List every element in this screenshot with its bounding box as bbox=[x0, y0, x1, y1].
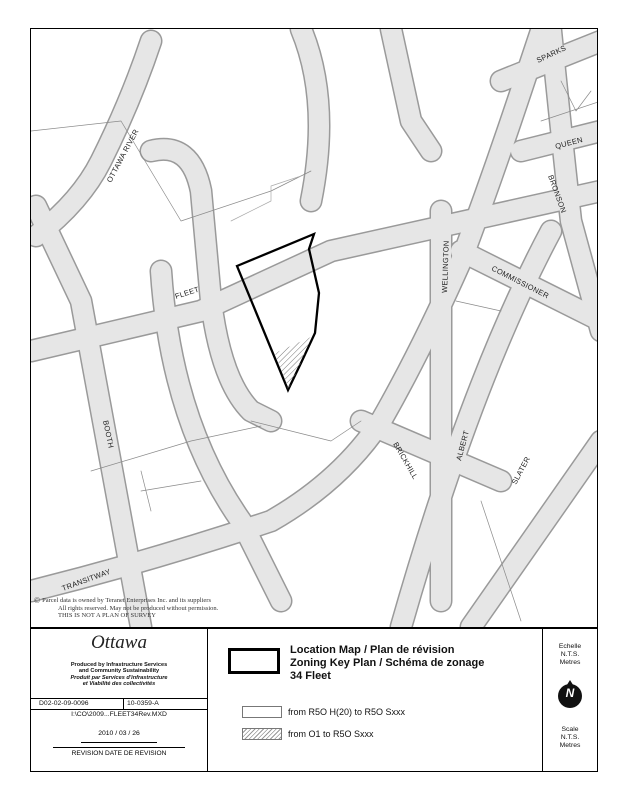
produced-by-1: Produced by Infrastructure Services bbox=[70, 662, 168, 668]
label-commissioner: COMMISSIONER bbox=[490, 263, 551, 301]
location-key-symbol bbox=[228, 648, 280, 674]
nts-fr: N.T.S. bbox=[560, 651, 580, 658]
legend-swatch-plain bbox=[242, 706, 282, 718]
revision-date-value: 2010 / 03 / 26 bbox=[98, 730, 140, 737]
title-line-1: Location Map / Plan de révision bbox=[290, 644, 455, 656]
parcel-line bbox=[456, 301, 501, 311]
title-block bbox=[30, 628, 598, 772]
title-block-left bbox=[31, 629, 208, 771]
echelle-label: Echelle bbox=[558, 643, 582, 650]
file-numbers-row bbox=[31, 698, 207, 710]
scale-label: Scale bbox=[561, 726, 579, 733]
scale-en bbox=[543, 726, 597, 750]
title-line-2: Zoning Key Plan / Schéma de zonage bbox=[290, 657, 485, 669]
label-booth: BOOTH bbox=[101, 419, 116, 449]
nts-en: N.T.S. bbox=[560, 734, 580, 741]
label-ottawa-river: OTTAWA RIVER bbox=[104, 127, 141, 184]
north-letter: N bbox=[565, 686, 575, 700]
file-path: I:\CO\2009...FLEET34Rev.MXD bbox=[71, 711, 167, 718]
scale-panel bbox=[543, 629, 597, 771]
label-transitway: TRANSITWAY bbox=[60, 566, 112, 593]
map-number: 10-0359-A bbox=[127, 700, 159, 707]
map-frame bbox=[30, 28, 598, 628]
ottawa-logo bbox=[31, 629, 207, 699]
revision-date-label: REVISION DATE DE REVISION bbox=[71, 750, 167, 757]
north-arrow-icon bbox=[558, 684, 582, 708]
label-queen: QUEEN bbox=[554, 134, 584, 151]
produced-by-2: and Community Sustainability bbox=[78, 668, 160, 674]
scale-fr bbox=[543, 643, 597, 667]
label-bronson: BRONSON bbox=[546, 173, 569, 215]
logo-text: Ottawa bbox=[91, 632, 147, 653]
credit-line-3: THIS IS NOT A PLAN OF SURVEY bbox=[58, 612, 156, 620]
copyright-notice bbox=[34, 597, 218, 620]
map-canvas bbox=[31, 29, 597, 627]
produced-by-fr-1: Produit par Services d'infrastructure bbox=[70, 675, 168, 681]
road-network bbox=[31, 29, 597, 627]
title-line-3: 34 Fleet bbox=[290, 670, 331, 682]
label-wellington: WELLINGTON bbox=[440, 240, 451, 294]
legend-text-2: from O1 to R5O Sxxx bbox=[288, 729, 374, 739]
parcel-line bbox=[231, 176, 301, 221]
credit-line-1: Parcel data is owned by Teranet Enterprises Inc. and its suppliers bbox=[42, 597, 211, 604]
credit-line-2: All rights reserved. May not be produced without permission. bbox=[58, 604, 219, 612]
label-albert: ALBERT bbox=[454, 429, 471, 462]
metres-fr: Metres bbox=[559, 659, 581, 666]
file-number: D02-02-09-0096 bbox=[39, 700, 89, 707]
title-block-middle bbox=[208, 629, 543, 771]
legend-swatch-hatched bbox=[242, 728, 282, 740]
parcel-line bbox=[141, 471, 201, 511]
legend-text-1: from R5O H(20) to R5O Sxxx bbox=[288, 707, 406, 717]
label-fleet: FLEET bbox=[173, 284, 201, 301]
label-slater: SLATER bbox=[509, 454, 533, 486]
label-sparks: SPARKS bbox=[535, 43, 568, 65]
copyright-icon: © bbox=[34, 596, 41, 605]
produced-by-fr-2: et Viabilité des collectivités bbox=[82, 681, 156, 687]
metres-en: Metres bbox=[559, 742, 581, 749]
label-brickhill: BRICKHILL bbox=[391, 440, 420, 481]
